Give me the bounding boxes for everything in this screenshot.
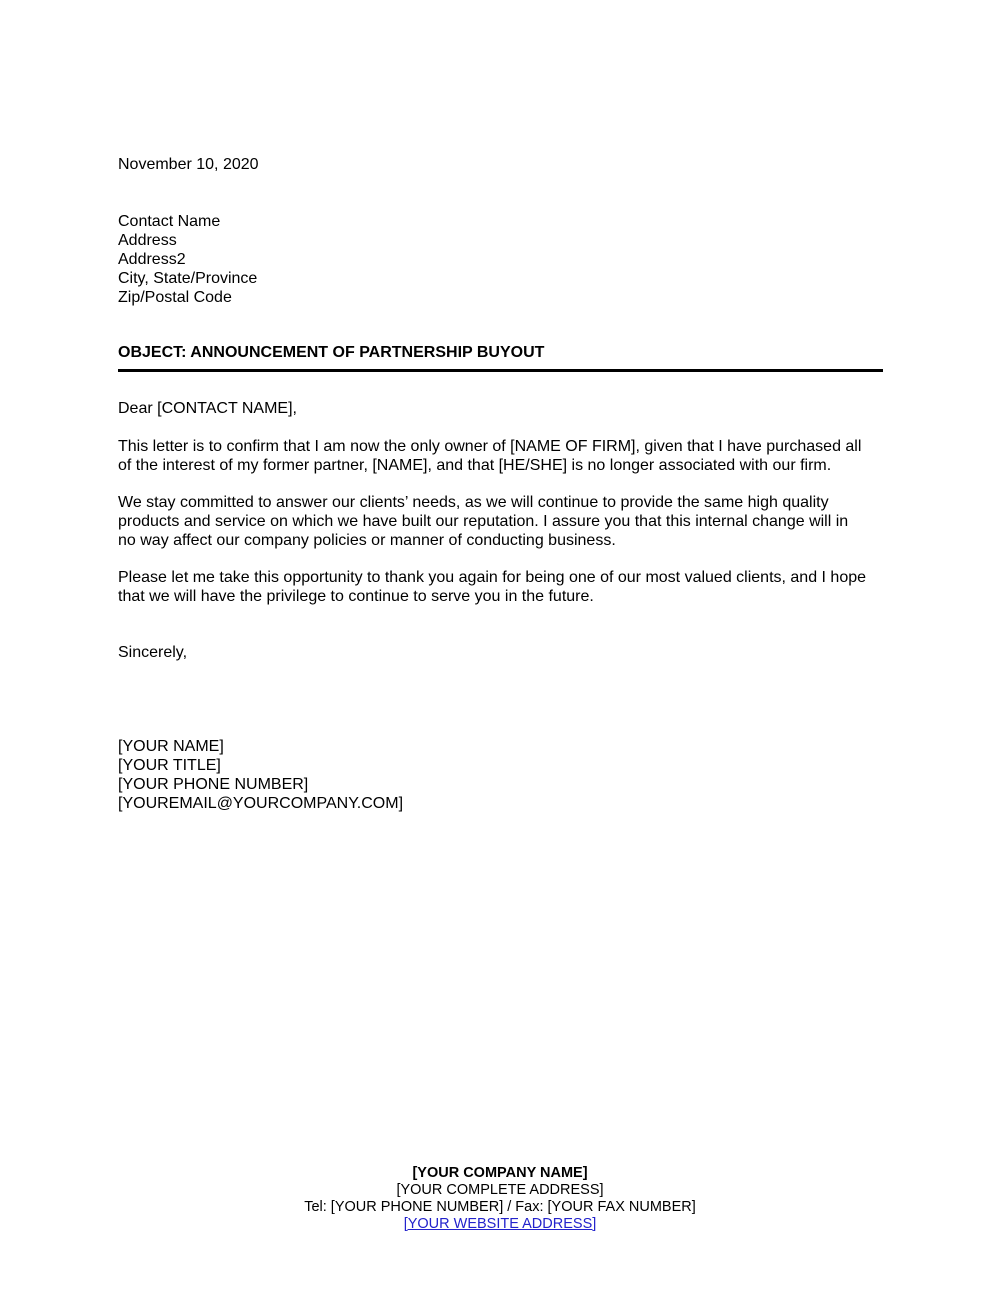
date-text: November 10, 2020 [118,156,259,173]
paragraph-line: This letter is to confirm that I am now the only owner of [NAME OF FIRM], given that I have purchased all [118,438,862,455]
signature-block [118,737,884,813]
signature-phone: [YOUR PHONE NUMBER] [118,776,309,793]
recipient-name: Contact Name [118,213,221,230]
paragraph-line: no way affect our company policies or manner of conducting business. [118,532,616,549]
salutation [118,399,884,418]
recipient-address-block [118,212,884,307]
recipient-address: Address [118,232,177,249]
subject-line [118,343,884,362]
signature-name: [YOUR NAME] [118,738,224,755]
page-footer [0,1165,1000,1233]
footer-company-name: [YOUR COMPANY NAME] [412,1165,588,1181]
footer-address: [YOUR COMPLETE ADDRESS] [396,1182,604,1198]
body-paragraph-2 [118,493,884,550]
paragraph-line: of the interest of my former partner, [NAME], and that [HE/SHE] is no longer associated with our firm. [118,457,832,474]
subject-text: OBJECT: ANNOUNCEMENT OF PARTNERSHIP BUYOUT [118,344,545,361]
signature-email: [YOUREMAIL@YOURCOMPANY.COM] [118,795,404,812]
signature-title: [YOUR TITLE] [118,757,221,774]
body-paragraph-3 [118,568,884,606]
paragraph-line: that we will have the privilege to continue to serve you in the future. [118,588,594,605]
recipient-address2: Address2 [118,251,186,268]
recipient-city: City, State/Province [118,270,258,287]
paragraph-line: We stay committed to answer our clients’ needs, as we will continue to provide the same high quality [118,494,829,511]
body-paragraph-1 [118,437,884,475]
salutation-text: Dear [CONTACT NAME], [118,400,297,417]
subject-divider [118,369,883,372]
letter-date [118,155,884,174]
paragraph-line: products and service on which we have built our reputation. I assure you that this internal change will in [118,513,849,530]
closing [118,643,884,662]
paragraph-line: Please let me take this opportunity to thank you again for being one of our most valued clients, and I hope [118,569,867,586]
closing-text: Sincerely, [118,644,188,661]
footer-contact: Tel: [YOUR PHONE NUMBER] / Fax: [YOUR FAX NUMBER] [304,1199,696,1215]
recipient-zip: Zip/Postal Code [118,289,232,306]
footer-website-link[interactable]: [YOUR WEBSITE ADDRESS] [403,1216,597,1232]
